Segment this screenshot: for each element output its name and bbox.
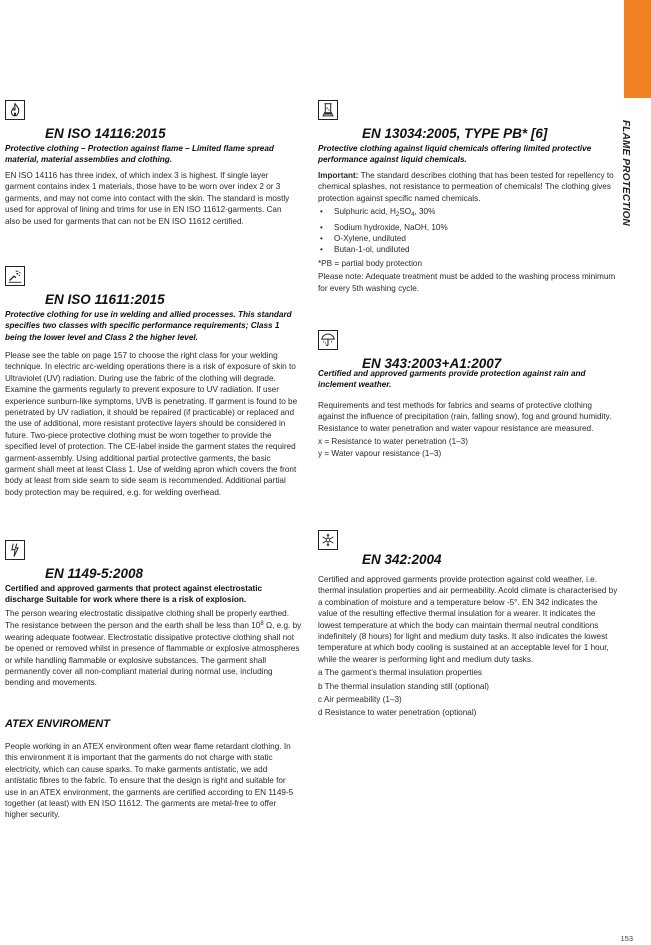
section-body: Please see the table on page 157 to choose the right class for your welding technique. In electric arc-welding operations there is a risk of exposure of skin to Ultraviolet (UV) radiation. During use the fabric of the clothing will degrade. Examine the garments regularly to prevent exposure to UV radiation. If user experience sunburn-like symptoms, UVB is penetrating. If garment is found to be penetrated by UV radiation, it should be repaired (if practicable) or replaced and the use of additional, more resistant protective layers should be considered in future. Two-piece protective clothing must be worn together to provide the specified level of protection. The CE-label inside the garment states the required garment-assembly. Using additional partial protective garments, the basic garment shall meet at least Class 1. Use of welding apron which covers the front body at least from side seam to side seam is recommended. Additional partial body protection may be required, e.g. for welding overhead.: [5, 351, 298, 497]
section-subtitle: Protective clothing – Protection against flame – Limited flame spread material, material assemblies and clothing.: [5, 144, 274, 165]
section-subtitle: Protective clothing against liquid chemicals offering limited protective performance against liquid chemicals.: [318, 144, 592, 165]
section-body: EN ISO 14116 has three index, of which index 3 is highest. If single layer garment contains index 1 materials, those have to be worn over index 2 or 3 garments, and may not come into contact with the skin. The standard is mostly used for approval of lining and trims for use in EN ISO 11612-garments. Can also be used for garments that can not be EN ISO 11612 certified.: [5, 171, 290, 226]
section-body: [318, 170, 618, 296]
list-item: b The thermal insulation standing still (optional): [318, 681, 489, 691]
atex-body: People working in an ATEX environment often wear flame retardant clothing. In this environment it is important that the garments do not charge with static electricity, which can cause sparks. To make garments antistatic, we add antistatic fibres to the fabric. To ensure that the design is right and suitable for use in an ATEX environment, the garments are certified according to EN 1149-5 together (at least) with EN ISO 11612. The garments are metal-free to offer higher security.: [5, 742, 294, 820]
snowflake-icon: [318, 530, 338, 550]
section-title: EN 13034:2005, TYPE PB* [6]: [362, 126, 548, 141]
section-color-tab: [624, 0, 651, 98]
atex-title: ATEX ENVIROMENT: [5, 718, 110, 730]
list-item: d Resistance to water penetration (optional): [318, 708, 477, 718]
section-subtitle: Protective clothing for use in welding and allied processes. This standard specifies two classes with specific performance requirements; Class 1 being the lower level and Class 2 the higher level.: [5, 310, 292, 342]
section-title: EN ISO 14116:2015: [45, 126, 166, 141]
section-subtitle: Certified and approved garments that protect against electrostatic discharge Suitable for work where there is a risk of explosion.: [5, 584, 263, 605]
list-item: c Air permeability (1–3): [318, 695, 402, 705]
footnote: *PB = partial body protection: [318, 258, 422, 268]
chemical-list: [318, 206, 618, 256]
section-title: EN ISO 11611:2015: [45, 292, 165, 307]
lightning-icon: [5, 540, 25, 560]
umbrella-icon: [318, 330, 338, 350]
list-item: a The garment’s thermal insulation properties: [318, 668, 482, 678]
side-label: FLAME PROTECTION: [620, 120, 631, 226]
list-item: • Sulphuric acid, $H_2SO_4$, 30%: [318, 206, 618, 221]
section-body: Requirements and test methods for fabrics and seams of protective clothing against the influence of precipitation (rain, falling snow), fog and ground humidity. Resistance to water penetration and water vapour resistance are measured. x = Resistance to water penetration (1–3) y = Water vapour resistance (1–3): [318, 400, 618, 461]
page-number: 153: [620, 934, 633, 943]
list-item: • O-Xylene, undiluted: [318, 233, 618, 244]
important-label: Important:: [318, 171, 359, 180]
list-item: • Sodium hydroxide, NaOH, 10%: [318, 222, 618, 233]
section-body: Certified and approved garments provide protection against cold weather, i.e. thermal insulation properties and air permeability. Acold climate is characterised by a combination of moisture and a temperature below -5°. EN 342 indicates the value of the resulting effective thermal insulation for a wearer. It indicates the lowest temperature at which the body can maintain thermal neutral conditions indefinitely (8 hours) for light and medium duty tasks. It also indicates the lowest temperature at which body cooling is sustained at an acceptable level for 1 hour, while the wearer is performing light and medium duty tasks. a The garment’s thermal insulation properties b The thermal insulation standing still (optional) c Air permeability (1–3) d Resistance to water penetration (optional): [318, 575, 618, 718]
section-title: EN 342:2004: [362, 552, 442, 567]
y-definition: y = Water vapour resistance (1–3): [318, 448, 442, 458]
washing-note: Please note: Adequate treatment must be added to the washing process minimum for every 5th washing cycle.: [318, 272, 616, 293]
important-text: The standard describes clothing that has been tested for repellency to chemical splashes, not resistance to permeation of chemicals! The clothing gives protection against specific named chemicals.: [318, 171, 614, 203]
welding-icon: [5, 266, 25, 286]
section-title: EN 343:2003+A1:2007: [362, 356, 502, 371]
flame-icon: [5, 100, 25, 120]
x-definition: x = Resistance to water penetration (1–3): [318, 437, 468, 447]
section-title: EN 1149-5:2008: [45, 566, 144, 581]
section-body: The person wearing electrostatic dissipative clothing shall be properly earthed. The resistance between the person and the earth shall be less than $10^8$ Ω, e.g. by wearing adequate footwear. Electrostatic dissipative protective clothing shall not be opened or removed whilst in presence of flammable or explosive atmospheres or while handling flammable or explosive substances. The garment shall permanently cover all non-compliant material during normal use, including bending and movements.: [5, 609, 302, 688]
chemical-icon: [318, 100, 338, 120]
list-item: • Butan-1-ol, undiluted: [318, 244, 618, 255]
section-subtitle: Certified and approved garments provide protection against rain and inclement weather.: [318, 369, 586, 390]
